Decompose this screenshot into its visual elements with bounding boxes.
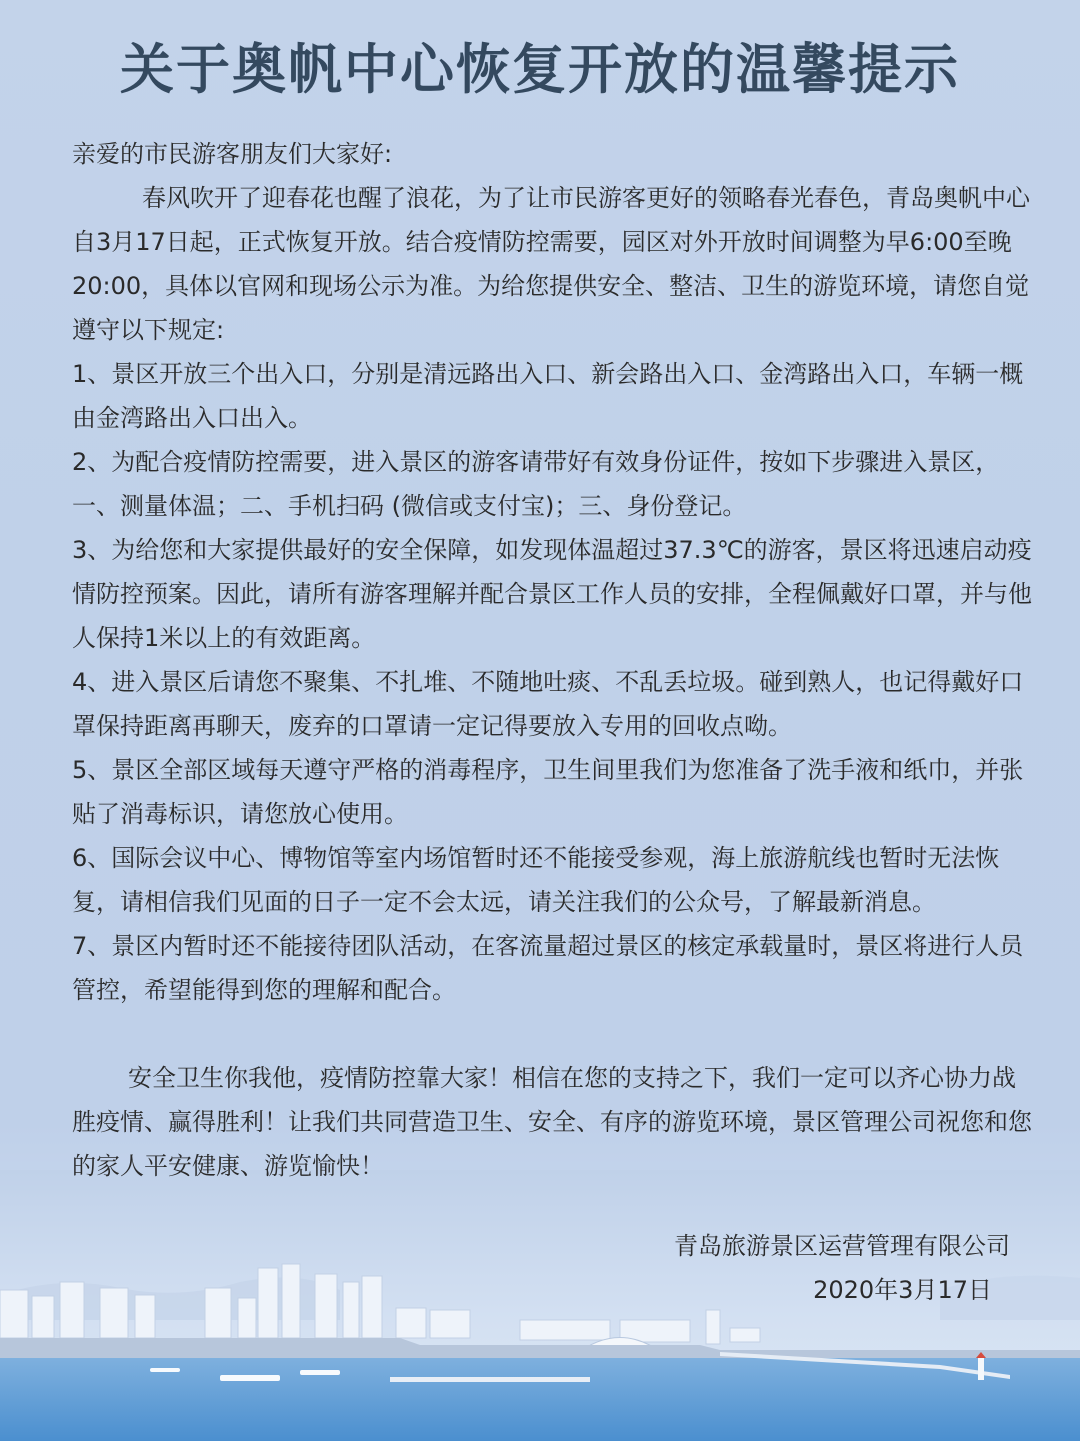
rule-item-1: 1、景区开放三个出入口，分别是清远路出入口、新会路出入口、金湾路出入口，车辆一概由金湾路出入口出入。 <box>72 360 1024 432</box>
rule-item-5: 5、景区全部区域每天遵守严格的消毒程序，卫生间里我们为您准备了洗手液和纸巾，并张贴了消毒标识，请您放心使用。 <box>72 756 1024 828</box>
intro-paragraph: 春风吹开了迎春花也醒了浪花，为了让市民游客更好的领略春光春色，青岛奥帆中心自3月17日起，正式恢复开放。结合疫情防控需要，园区对外开放时间调整为早6:00至晚20:00，具体以官网和现场公示为准。为给您提供安全、整洁、卫生的游览环境，请您自觉遵守以下规定: <box>72 184 1030 344</box>
greeting: 亲爱的市民游客朋友们大家好: <box>72 140 393 168</box>
closing-paragraph: 安全卫生你我他，疫情防控靠大家！相信在您的支持之下，我们一定可以齐心协力战胜疫情、赢得胜利！让我们共同营造卫生、安全、有序的游览环境，景区管理公司祝您和您的家人平安健康、游览愉快！ <box>72 1064 1032 1180</box>
notice-title: 关于奥帆中心恢复开放的温馨提示 <box>120 38 960 101</box>
company-name: 青岛旅游景区运营管理有限公司 <box>674 1232 1010 1260</box>
notice-body <box>72 132 1032 1188</box>
rule-item-4: 4、进入景区后请您不聚集、不扎堆、不随地吐痰、不乱丢垃圾。碰到熟人，也记得戴好口罩保持距离再聊天，废弃的口罩请一定记得要放入专用的回收点呦。 <box>72 668 1024 740</box>
paragraph-spacer <box>72 1012 1032 1056</box>
signature-block <box>674 1224 1010 1312</box>
rule-item-2: 2、为配合疫情防控需要，进入景区的游客请带好有效身份证件，按如下步骤进入景区，一、测量体温；二、手机扫码 (微信或支付宝)；三、身份登记。 <box>72 448 1000 520</box>
notice-date: 2020年3月17日 <box>813 1276 992 1304</box>
rule-item-3: 3、为给您和大家提供最好的安全保障，如发现体温超过37.3℃的游客，景区将迅速启动疫情防控预案。因此，请所有游客理解并配合景区工作人员的安排，全程佩戴好口罩，并与他人保持1米以上的有效距离。 <box>72 536 1032 652</box>
rule-item-7: 7、景区内暂时还不能接待团队活动，在客流量超过景区的核定承载量时，景区将进行人员管控，希望能得到您的理解和配合。 <box>72 932 1024 1004</box>
rule-item-6: 6、国际会议中心、博物馆等室内场馆暂时还不能接受参观，海上旅游航线也暂时无法恢复，请相信我们见面的日子一定不会太远，请关注我们的公众号，了解最新消息。 <box>72 844 1000 916</box>
